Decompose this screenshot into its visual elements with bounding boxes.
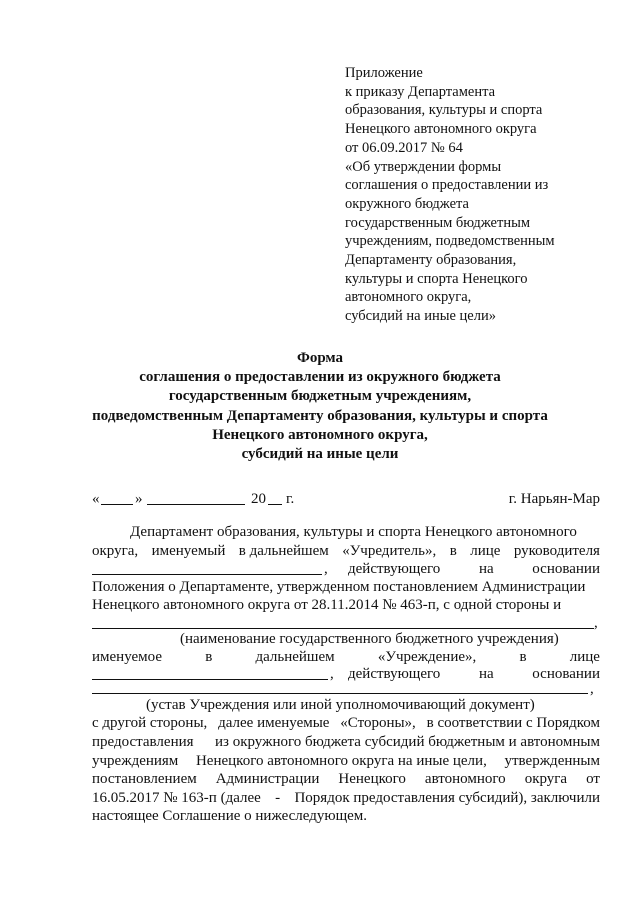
caption-charter: (устав Учреждения или иной уполномочивающий документ) [146, 697, 535, 713]
word: в дальнейшем [238, 543, 329, 559]
word: дальнейшем [255, 649, 335, 665]
document-title [60, 349, 580, 464]
word: лице [569, 649, 600, 665]
title-line: Ненецкого автономного округа, [212, 426, 428, 443]
word: Администрации [215, 771, 320, 787]
p3-line2 [92, 733, 600, 751]
year-suffix: г. [286, 491, 295, 507]
date-close-quote: » [135, 491, 143, 507]
p1-line4: Положения о Департаменте, утвержденном постановлением Администрации [92, 579, 586, 595]
word: руководителя [513, 543, 600, 559]
p2-line1 [92, 648, 600, 666]
p1-line2 [92, 542, 600, 560]
word: от [586, 771, 600, 787]
title-line: субсидий на иные цели [241, 446, 399, 463]
appendix-line: окружного бюджета [345, 195, 469, 212]
comma: , [594, 615, 598, 631]
word: «Стороны», [340, 715, 416, 731]
appendix-line: Департаменту образования, [345, 252, 517, 269]
p1-line5: Ненецкого автономного округа от 28.11.2014 № 463-п, с одной стороны и [92, 597, 562, 613]
word: постановлением [92, 771, 197, 787]
word: «Учредитель», [342, 543, 437, 559]
appendix-line: субсидий на иные цели» [345, 308, 496, 325]
word: на [478, 666, 494, 682]
p3-line4 [92, 770, 600, 788]
word: 16.05.2017 № 163-п (далее [92, 790, 261, 806]
word: основании [532, 666, 600, 682]
city: г. Нарьян-Мар [508, 491, 600, 507]
institution-name-blank [92, 628, 594, 629]
appendix-line: Приложение [345, 65, 423, 81]
year-blank [268, 504, 282, 505]
appendix-block [345, 64, 605, 326]
title-line: подведомственным Департаменту образования, культуры и спорта [92, 407, 548, 424]
appendix-line: культуры и спорта Ненецкого [345, 270, 528, 287]
head-name-blank-2 [92, 679, 328, 680]
p3-line1 [92, 714, 600, 732]
word: - [275, 790, 281, 806]
word: Ненецкого [338, 771, 406, 787]
word: округа, [92, 543, 139, 559]
p2-line2 [348, 665, 600, 683]
word: учреждениям [92, 753, 179, 769]
month-blank [147, 504, 245, 505]
word: действующего [348, 561, 441, 577]
title-line: государственным бюджетным учреждениям, [168, 388, 472, 405]
comma: , [590, 681, 594, 697]
p3-line5 [92, 789, 600, 807]
appendix-line: от 06.09.2017 № 64 [345, 139, 463, 156]
p3-line3 [92, 752, 600, 770]
word: в [519, 649, 527, 665]
appendix-line: учреждениям, подведомственным [345, 233, 555, 250]
word: автономного [424, 771, 506, 787]
title-line: Форма [296, 350, 344, 366]
word: основании [532, 561, 600, 577]
word: предоставления [92, 734, 194, 750]
appendix-line: государственным бюджетным [345, 214, 531, 231]
p1-line3 [348, 560, 600, 578]
date-open-quote: « [92, 491, 100, 507]
word: округа [524, 771, 568, 787]
day-blank [101, 504, 133, 505]
word: лице [470, 543, 501, 559]
word: в [205, 649, 213, 665]
word: в соответствии с Порядком [426, 715, 600, 731]
appendix-line: автономного округа, [345, 289, 472, 306]
appendix-line: образования, культуры и спорта [345, 102, 543, 119]
p1-line1: Департамент образования, культуры и спорта Ненецкого автономного [130, 524, 577, 540]
word: именуемое [92, 649, 162, 665]
appendix-line: Ненецкого автономного округа [345, 121, 537, 138]
word: с другой стороны, [92, 715, 208, 731]
p3-line6: настоящее Соглашение о нижеследующем. [92, 808, 368, 824]
word: действующего [348, 666, 441, 682]
appendix-line: «Об утверждении формы [345, 158, 502, 175]
head-name-blank [92, 574, 322, 575]
year-prefix: 20 [251, 491, 266, 507]
word: из окружного бюджета субсидий бюджетным и автономным [215, 734, 600, 750]
word: именуемый [151, 543, 226, 559]
word: Порядок предоставления субсидий), заключили [294, 790, 600, 806]
word: утвержденным [504, 753, 600, 769]
word: далее именуемые [218, 715, 330, 731]
comma: , [324, 561, 328, 577]
charter-blank [92, 693, 588, 694]
caption-institution: (наименование государственного бюджетного учреждения) [180, 631, 559, 647]
word: в [449, 543, 457, 559]
word: Ненецкого автономного округа на иные цели, [195, 753, 487, 769]
appendix-line: соглашения о предоставлении из [345, 177, 549, 194]
word: на [478, 561, 494, 577]
appendix-line: к приказу Департамента [345, 83, 496, 100]
title-line: соглашения о предоставлении из окружного бюджета [139, 369, 501, 386]
word: «Учреждение», [377, 649, 477, 665]
comma: , [330, 666, 334, 682]
